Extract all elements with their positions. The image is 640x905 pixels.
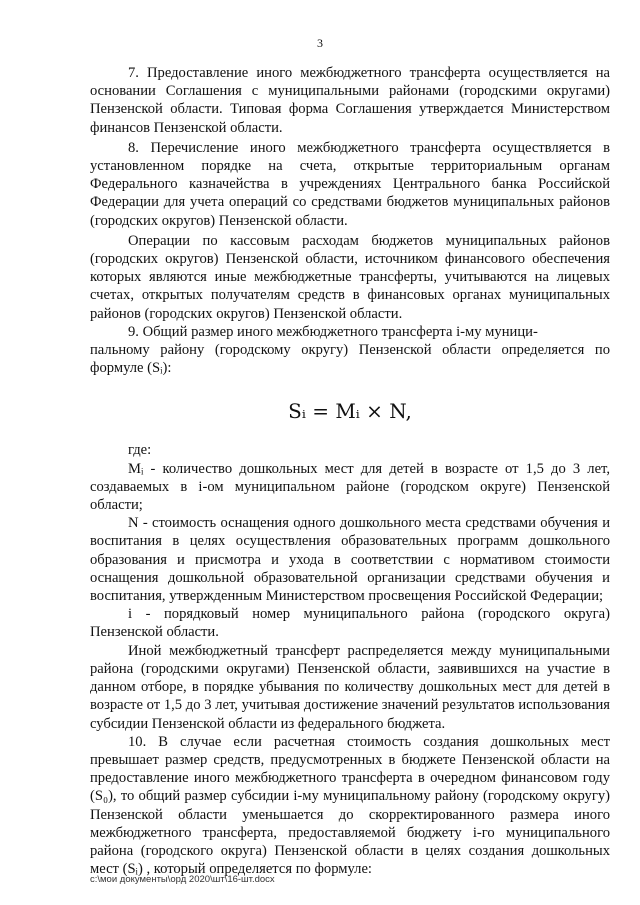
formula-si: Sᵢ = Mᵢ × N, [288,399,412,424]
file-path-footer: c:\мои документы\орд 2020\шт\16-шт.docx [90,874,275,885]
paragraph-7: 7. Предоставление иного межбюджетного трансферта осуществляется на основании Соглашения с муниципальными районами (городскими округами) Пензенской области. Типовая форма Соглашения утверждается Министерством финансов Пензенской области. [90,65,610,136]
paragraph-8: 8. Перечисление иного межбюджетного трансферта осуществляется в установленном порядке на счета, открытые территориальным органам Федерального казначейства в учреждениях Центрального банка Российской Федерации для учета операций со средствами бюджетов муниципальных районов (городских округов) Пензенской области. [90,139,610,229]
page-number: 3 [317,36,323,50]
where-label: где: [128,442,152,459]
paragraph-9: 9. Общий размер иного межбюджетного трансферта i-му муници- пальному району (городскому округу) Пензенской области определяется по формуле (Sᵢ): [90,323,610,377]
paragraph-8-operations: Операции по кассовым расходам бюджетов муниципальных районов (городских округов) Пензенской области, источником финансового обеспечения которых являются иные межбюджетные трансферты, учитываются на лицевых счетах, открытых получателям средств в финансовых органах муниципальных районов (городских округов) Пензенской области. [90,232,610,322]
definition-i: i - порядковый номер муниципального района (городского округа) Пензенской области. [90,606,610,641]
document-body [90,64,610,878]
distribution-paragraph: Иной межбюджетный трансферт распределяется между муниципальными района (городскими округами) Пензенской области, заявившихся на участие в данном отборе, в порядке убывания по количеству дошкольных мест для детей в возрасте от 1,5 до 3 лет, учитывая достижение значений результатов использования субсидии Пензенской области из федерального бюджета. [90,642,610,732]
paragraph-10: 10. В случае если расчетная стоимость создания дошкольных мест превышает размер средств, предусмотренных в бюджете Пензенской области на предоставление иного межбюджетного трансферта в очередном финансовом году (S₀), то общий размер субсидии i-му муниципальному району (городскому округу) Пензенской области уменьшается до скорректированного размера иного межбюджетного трансферта, предоставляемой бюджету i-го муниципального района (городского округа) Пензенской области в целях создания дошкольных мест (Sᵢ) , который определяется по формуле: [90,733,610,878]
definition-m: Mᵢ - количество дошкольных мест для детей в возрасте от 1,5 до 3 лет, создаваемых в i-ом муниципальном районе (городском округе) Пензенской области; [90,460,610,514]
definition-n: N - стоимость оснащения одного дошкольного места средствами обучения и воспитания в целях осуществления образовательных программ дошкольного образования и присмотра и ухода в соответствии с нормативом стоимости оснащения дошкольной образовательной организации средствами обучения и воспитания, утвержденным Министерством просвещения Российской Федерации; [90,515,610,605]
